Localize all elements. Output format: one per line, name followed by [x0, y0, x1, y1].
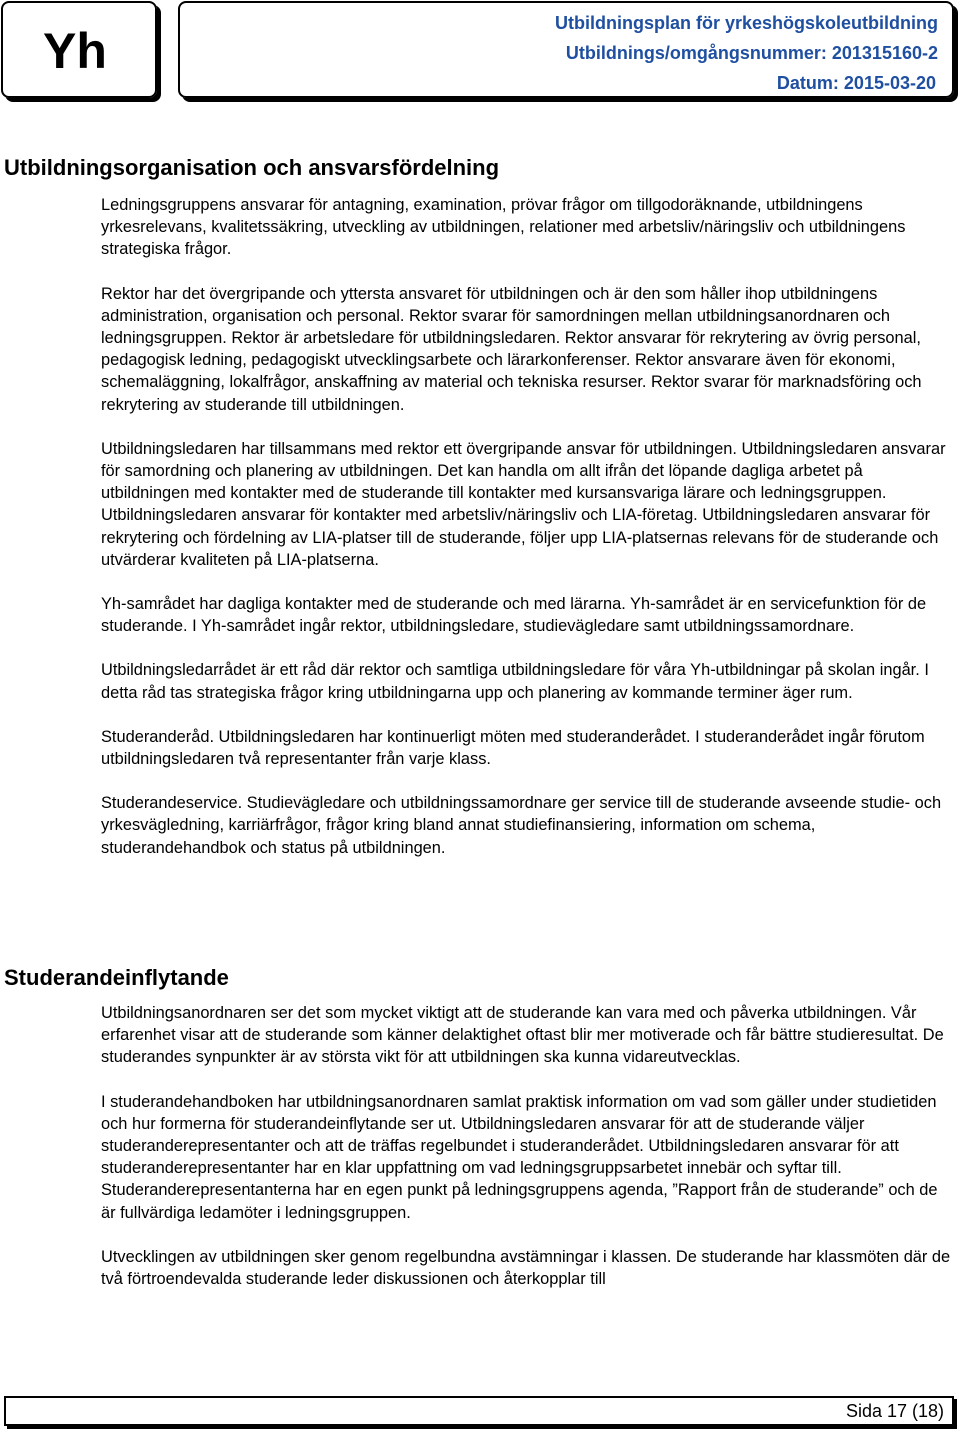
paragraph: Utbildningsanordnaren ser det som mycket viktigt att de studerande kan vara med och påverka utbildningen. Vår erfarenhet visar att de studerande som känner delaktighet oftast blir mer motiverade och får bättre studieresultat. De studerandes synpunkter är av största vikt för att utbildningen ska kunna vidareutvecklas.: [101, 1004, 944, 1067]
document-header: [178, 1, 954, 98]
paragraph: Studerandeservice. Studievägledare och utbildningssamordnare ger service till de studerande avseende studie- och yrkesvägledning, karriärfrågor, frågor kring bland annat studiefinansiering, information om schema, studerandehandbok och status på utbildningen.: [101, 794, 942, 857]
document-title: Utbildningsplan för yrkeshögskoleutbildning: [554, 13, 938, 33]
section-organisation-body: [101, 194, 953, 881]
yh-logo: Yh: [43, 23, 107, 79]
section-heading-organisation: Utbildningsorganisation och ansvarsfördelning: [4, 155, 500, 180]
paragraph: Utvecklingen av utbildningen sker genom regelbundna avstämningar i klassen. De studerande har klassmöten där de två förtroendevalda studerande leder diskussionen och återkopplar till: [101, 1247, 951, 1289]
page-number: Sida 17 (18): [845, 1401, 944, 1421]
paragraph: Utbildningsledaren har tillsammans med rektor ett övergripande ansvar för utbildningen. Utbildningsledaren ansvarar för samordning och planering av utbildningen. Det kan handla om allt ifrån det löpande dagliga arbetet på utbildningen med kontakter med de studerande till kontakter med kursansvariga lärare och ledningsgruppen. Utbildningsledaren ansvarar för kontakter med arbetsliv/näringsliv och LIA-företag. Utbildningsledaren ansvarar för rekrytering och fördelning av LIA-platser till de studerande, följer upp LIA-platsernas relevans för de studerande och utvärderar kvaliteten på LIA-platserna.: [101, 439, 946, 569]
paragraph: I studerandehandboken har utbildningsanordnaren samlat praktisk information om vad som gäller under studietiden och hur formerna för studerandeinflytande ser ut. Utbildningsledaren ansvarar för att de studerande väljer studeranderepresentanter och att de träffas regelbundet i studeranderådet. Utbildningsledaren ansvarar för att studeranderepresentanter har en klar uppfattning om vad ledningsgruppsarbetet innebär och syftar till. Studeranderepresentanterna har en egen punkt på ledningsgruppens agenda, ”Rapport från de studerande” och de är fullvärdiga ledamöter i ledningsgruppen.: [101, 1092, 938, 1222]
paragraph: Studeranderåd. Utbildningsledaren har kontinuerligt möten med studeranderådet. I studeranderådet ingår förutom utbildningsledaren två representanter från varje klass.: [101, 727, 925, 769]
document-date: Datum: 2015-03-20: [776, 73, 936, 93]
paragraph: Ledningsgruppens ansvarar för antagning, examination, prövar frågor om tillgodoräknande, utbildningens yrkesrelevans, kvalitetssäkring, utveckling av utbildningen, relationer med arbetsliv/näringsliv och utbildningens strategiska frågor.: [101, 196, 906, 259]
logo-box: [1, 1, 157, 98]
program-number: Utbildnings/omgångsnummer: 201315160-2: [565, 43, 938, 63]
paragraph: Yh-samrådet har dagliga kontakter med de studerande och med lärarna. Yh-samrådet är en servicefunktion för de studerande. I Yh-samrådet ingår rektor, utbildningsledare, studievägledare samt utbildningssamordnare.: [101, 595, 927, 636]
paragraph: Utbildningsledarrådet är ett råd där rektor och samtliga utbildningsledare för våra Yh-utbildningar på skolan ingår. I detta råd tas strategiska frågor kring utbildningarna upp och planering av kommande terminer äger rum.: [101, 661, 929, 702]
paragraph: Rektor har det övergripande och yttersta ansvaret för utbildningen och är den som håller ihop utbildningens administration, organisation och personal. Rektor svarar för samordningen mellan utbildningsanordnaren och ledningsgruppen. Rektor är arbetsledare för utbildningsledaren. Rektor ansvarar för rekrytering av övrig personal, pedagogisk ledning, pedagogiskt utvecklingsarbete och lärarkonferenser. Rektor ansvarare även för ekonomi, schemaläggning, lokalfrågor, anskaffning av material och tekniska resurser. Rektor svarar för marknadsföring och rekrytering av studerande till utbildningen.: [101, 284, 922, 414]
page-footer: [4, 1396, 954, 1426]
section-heading-inflytande: Studerandeinflytande: [4, 965, 229, 990]
section-inflytande-body: [101, 1002, 953, 1312]
